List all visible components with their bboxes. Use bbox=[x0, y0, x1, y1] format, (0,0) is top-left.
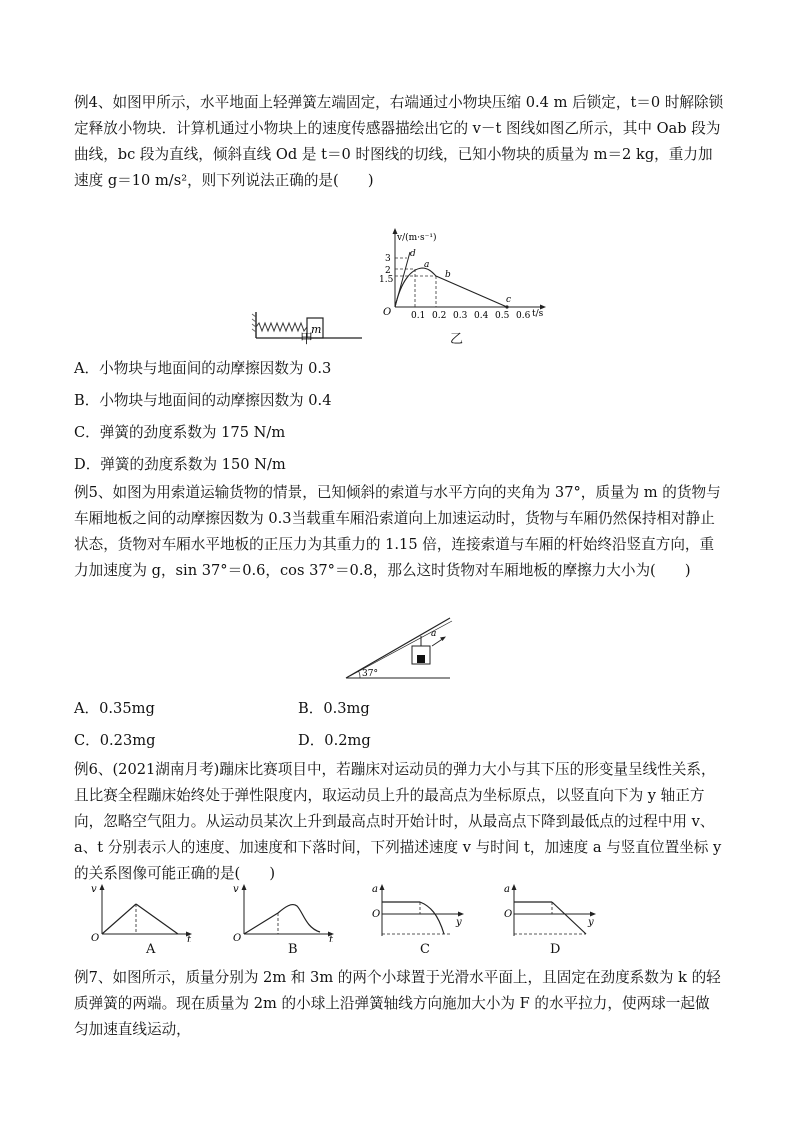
x-tick-0-5: 0.5 bbox=[495, 311, 510, 321]
graph-a bbox=[88, 880, 198, 942]
q4-option-a: A．小物块与地面间的动摩擦因数为 0.3 bbox=[74, 360, 332, 377]
svg-text:a: a bbox=[372, 884, 378, 895]
accel-label: a bbox=[431, 629, 437, 639]
svg-text:v: v bbox=[91, 884, 97, 895]
q5-option-b: B．0.3mg bbox=[298, 700, 370, 717]
x-tick-0-4: 0.4 bbox=[474, 311, 489, 321]
q5-option-a: A．0.35mg bbox=[74, 700, 155, 717]
question-6-text: 例6、(2021湖南月考)蹦床比赛项目中，若蹦床对运动员的弹力大小与其下压的形变量呈线性关系，且比赛全程蹦床始终处于弹性限度内，取运动员上升的最高点为坐标原点，以竖直向下为 y 轴正方向，忽略空气阻力。从运动员某次上升到最高点时开始计时，从最高点下降到最低点的过程中用 v、a、t 分别表示人的速度、加速度和下落时间，下列描述速度 v 与时间 t，加速度 a 与竖直位置坐标 y 的关系图像可能正确的是( ) bbox=[74, 761, 722, 882]
graph-d-label: D bbox=[550, 942, 561, 957]
x-tick-0-1: 0.1 bbox=[411, 311, 426, 321]
q4-option-c: C．弹簧的劲度系数为 175 N/m bbox=[74, 424, 286, 441]
svg-text:O: O bbox=[504, 909, 513, 920]
svg-text:v: v bbox=[233, 884, 239, 895]
svg-text:O: O bbox=[233, 933, 242, 942]
svg-text:a: a bbox=[504, 884, 510, 895]
graph-a-label: A bbox=[146, 942, 156, 957]
svg-text:y: y bbox=[588, 917, 594, 928]
origin-label: O bbox=[383, 307, 392, 318]
curve-Oab bbox=[395, 268, 436, 307]
q5-option-c: C．0.23mg bbox=[74, 732, 156, 749]
q4-option-b: B．小物块与地面间的动摩擦因数为 0.4 bbox=[74, 392, 332, 409]
y-axis-label: v/(m·s⁻¹) bbox=[397, 233, 437, 243]
question-5-text: 例5、如图为用索道运输货物的情景，已知倾斜的索道与水平方向的夹角为 37°，质量为 m 的货物与车厢地板之间的动摩擦因数为 0.3当载重车厢沿索道向上加速运动时，货物与车厢仍然保持相对静止状态，货物对车厢水平地板的正压力为其重力的 1.15 倍，连接索道与车厢的杆始终沿竖直方向，重力加速度为 g，sin 37°＝0.6，cos 37°＝0.8，那么这时货物对车厢地板的摩擦力大小为( ) bbox=[74, 484, 721, 579]
svg-text:O: O bbox=[372, 909, 381, 920]
svg-text:t: t bbox=[187, 935, 192, 942]
svg-text:O: O bbox=[91, 933, 100, 942]
graph-b bbox=[230, 880, 340, 942]
figure-yi-vt-graph bbox=[375, 225, 550, 325]
graph-d bbox=[500, 880, 610, 942]
q5-option-d: D．0.2mg bbox=[298, 732, 371, 749]
mass-label: m bbox=[311, 323, 322, 336]
svg-text:t: t bbox=[329, 935, 334, 942]
figure-yi-caption: 乙 bbox=[450, 332, 464, 347]
point-b: b bbox=[445, 270, 451, 280]
svg-text:y: y bbox=[456, 917, 462, 928]
figure-ropeway bbox=[340, 612, 455, 684]
y-tick-2: 2 bbox=[385, 266, 391, 276]
point-c: c bbox=[506, 295, 512, 305]
graph-c bbox=[368, 880, 478, 942]
graph-b-label: B bbox=[288, 942, 298, 957]
cargo bbox=[417, 655, 425, 663]
line-bc bbox=[436, 276, 507, 307]
point-d: d bbox=[410, 249, 416, 259]
point-a: a bbox=[424, 260, 430, 270]
angle-label: 37° bbox=[362, 669, 378, 679]
question-4-text: 例4、如图甲所示，水平地面上轻弹簧左端固定，右端通过小物块压缩 0.4 m 后锁定，t＝0 时解除锁定释放小物块．计算机通过小物块上的速度传感器描绘出它的 v－t 图线如图乙所示，其中 Oab 段为曲线，bc 段为直线，倾斜直线 Od 是 t＝0 时图线的切线，已知小物块的质量为 m＝2 kg，重力加速度 g＝10 m/s²，则下列说法正确的是( ) bbox=[74, 94, 724, 189]
question-7-text: 例7、如图所示，质量分别为 2m 和 3m 的两个小球置于光滑水平面上，且固定在劲度系数为 k 的轻质弹簧的两端。现在质量为 2m 的小球上沿弹簧轴线方向施加大小为 F 的水平拉力，使两球一起做匀加速直线运动， bbox=[74, 969, 721, 1038]
y-tick-3: 3 bbox=[385, 254, 391, 264]
figure-jia-caption: 甲 bbox=[300, 332, 314, 347]
x-tick-0-6: 0.6 bbox=[516, 311, 531, 321]
x-tick-0-3: 0.3 bbox=[453, 311, 468, 321]
graph-c-label: C bbox=[420, 942, 430, 957]
y-tick-1-5: 1.5 bbox=[379, 275, 394, 285]
q4-option-d: D．弹簧的劲度系数为 150 N/m bbox=[74, 456, 286, 473]
x-tick-0-2: 0.2 bbox=[432, 311, 447, 321]
x-axis-label: t/s bbox=[532, 309, 544, 319]
